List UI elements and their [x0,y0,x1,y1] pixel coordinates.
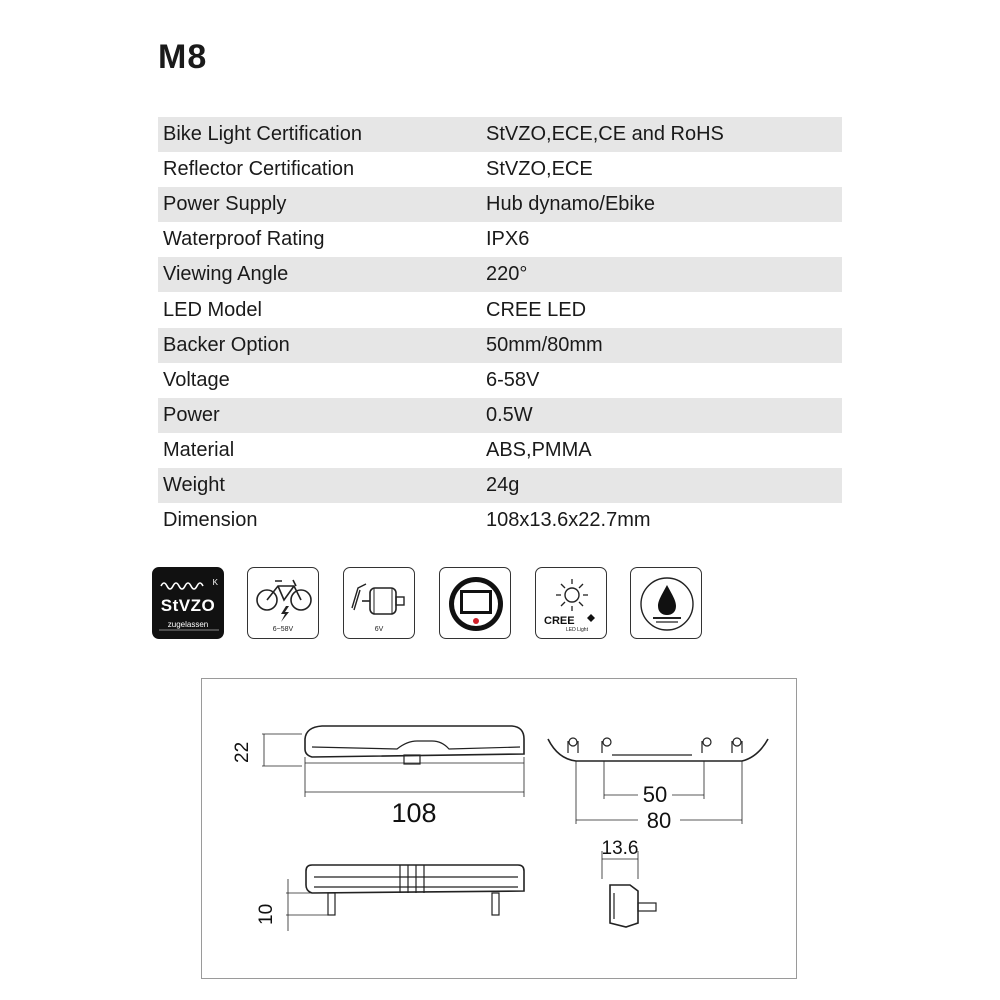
spec-value: IPX6 [486,228,530,251]
spec-label: Bike Light Certification [163,123,362,146]
spec-value: 220° [486,263,528,286]
dim-height-label: 22 [232,741,253,763]
spec-label: Waterproof Rating [163,228,325,251]
dim-length-label: 108 [391,798,437,828]
spec-label: Backer Option [163,333,290,356]
spec-row [158,398,842,433]
dynamo-icon [343,567,415,639]
spec-label: LED Model [163,298,262,321]
spec-label: Power [163,403,220,426]
spec-label: Material [163,438,235,461]
spec-row [158,433,842,468]
ebike-icon [247,567,319,639]
spec-value: Hub dynamo/Ebike [486,193,655,216]
dimension-drawing [201,678,797,979]
dim-depth-label: 13.6 [601,838,639,859]
spec-value: 24g [486,473,520,496]
spec-row [158,292,842,327]
spec-value: 0.5W [486,403,533,426]
dim-backer-small-label: 50 [642,782,668,807]
dim-backer-large-label: 80 [646,808,672,833]
display-icon [439,567,511,639]
spec-label: Dimension [163,509,258,532]
cree-word: CREE [544,615,575,627]
stvzo-badge-icon [152,567,224,639]
spec-value: StVZO,ECE,CE and RoHS [486,123,724,146]
spec-value: StVZO,ECE [486,158,593,181]
spec-label: Voltage [163,368,230,391]
stvzo-k-mark: K [212,578,218,587]
page-title: M8 [158,38,208,76]
spec-table [158,117,842,538]
cree-led-icon [535,567,607,639]
stvzo-sub: zugelassen [167,620,209,629]
dim-bolt-label: 10 [256,903,277,925]
spec-row [158,117,842,152]
spec-label: Reflector Certification [163,158,355,181]
spec-row [158,257,842,292]
spec-label: Power Supply [163,193,287,216]
spec-row [158,468,842,503]
cree-sub: LED Light [566,627,588,633]
dynamo-caption: 6V [374,626,384,633]
spec-label: Viewing Angle [163,263,289,286]
spec-row [158,363,842,398]
spec-row [158,152,842,187]
waterproof-icon [630,567,702,639]
ebike-caption: 6~58V [272,626,294,633]
spec-value: 50mm/80mm [486,333,603,356]
spec-row [158,328,842,363]
stvzo-word: StVZO [160,596,216,615]
spec-value: ABS,PMMA [486,438,592,461]
spec-value: 108x13.6x22.7mm [486,509,651,532]
spec-value: 6-58V [486,368,540,391]
spec-row [158,187,842,222]
spec-row [158,503,842,538]
spec-value: CREE LED [486,298,587,321]
spec-row [158,222,842,257]
spec-label: Weight [163,473,225,496]
